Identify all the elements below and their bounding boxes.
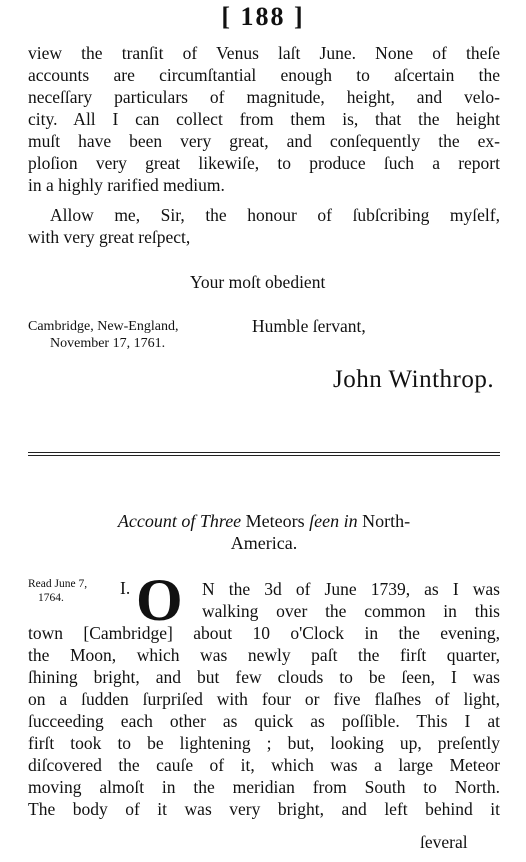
text-line: on a ſudden ſurpriſed with four or five flaſhes of light, [28, 689, 500, 709]
place-date [28, 318, 178, 352]
text-line: neceſſary particulars of magnitude, height, and velo- [28, 87, 500, 107]
title-part: Three [199, 511, 242, 531]
text-line: Allow me, Sir, the honour of ſubſcribing myſelf, [50, 205, 500, 225]
signature: John Winthrop. [333, 366, 495, 393]
text-line: muſt have been very great, and conſequently the ex- [28, 131, 500, 151]
page-number: [ 188 ] [221, 2, 305, 31]
numeral-prefix: I. [120, 578, 131, 598]
text-line: city. All I can collect from them is, that the height [28, 109, 500, 129]
text-line: ſhining bright, and but few clouds to be ſeen, I was [28, 667, 500, 687]
drop-cap: O [136, 567, 183, 633]
text-line: town [Cambridge] about 10 o'Clock in the evening, [28, 623, 500, 643]
text-line: firſt took to be lightening ; but, looking up, preſently [28, 733, 500, 753]
text-line: view the tranſit of Venus laſt June. None of theſe [28, 43, 500, 63]
title-part: in [343, 511, 358, 531]
text-line: N the 3d of June 1739, as I was [202, 579, 500, 599]
humble-servant: Humble ſervant, [252, 316, 366, 336]
text-line: ploſion very great likewiſe, to produce ſuch a report [28, 153, 500, 173]
margin-note-line: Read June 7, [28, 578, 88, 590]
title-part: Account [117, 511, 177, 531]
text-line: walking over the common in this [202, 601, 500, 621]
article-title-continued: America. [230, 533, 298, 553]
date-line: November 17, 1761. [50, 336, 166, 351]
closing-paragraph [28, 204, 500, 248]
text-line: The body of it was very bright, and left behind it [28, 799, 500, 819]
place-line: Cambridge, New-England, [28, 319, 179, 334]
catchword: ſeveral [420, 832, 468, 852]
title-part: Meteors [241, 511, 310, 531]
text-line: in a highly rarified medium. [28, 175, 225, 195]
section-divider-thin [28, 455, 500, 456]
text-line: accounts are circumſtantial enough to aſcertain the [28, 65, 500, 85]
closing-salutation: Your moſt obedient [190, 272, 326, 292]
text-line: with very great reſpect, [28, 227, 191, 247]
title-part: North- [357, 511, 411, 531]
article-paragraph [28, 578, 500, 820]
section-divider [28, 452, 500, 453]
article-title [28, 510, 500, 532]
title-part: of [176, 511, 200, 531]
text-line: moving almoſt in the meridian from South to North. [28, 777, 500, 797]
text-line: ſucceeding each other as quick as poſſible. This I at [28, 711, 500, 731]
letter-paragraph [28, 42, 500, 196]
margin-note-line: 1764. [38, 592, 64, 604]
text-line: diſcovered the cauſe of it, which was a large Meteor [28, 755, 500, 775]
text-line: the Moon, which was newly paſt the firſt quarter, [28, 645, 500, 665]
title-part: ſeen [309, 511, 340, 531]
